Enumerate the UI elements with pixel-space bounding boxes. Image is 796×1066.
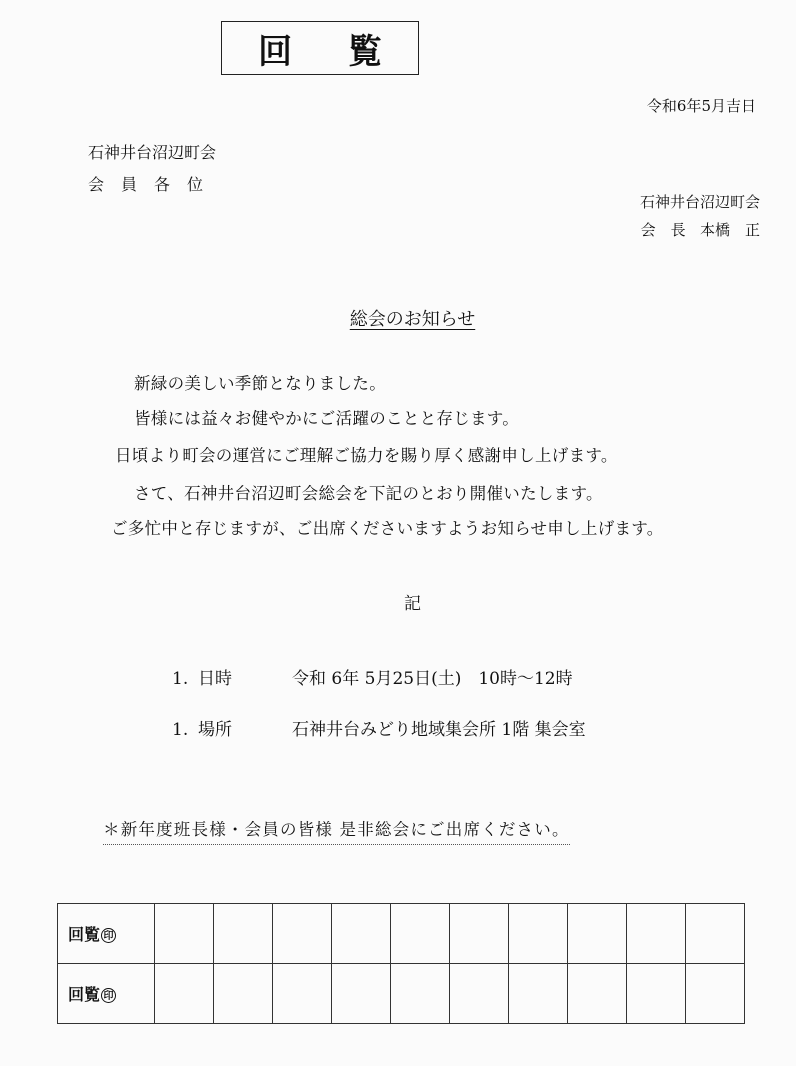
detail-item-datetime [172,664,573,689]
detail-item-place [172,715,586,740]
stamp-cell[interactable] [627,904,686,964]
circulation-stamp-table [57,903,745,1024]
stamp-cell[interactable] [627,964,686,1024]
notice-heading: 総会のお知らせ [349,309,476,330]
stamp-cell[interactable] [155,904,214,964]
body-line: ご多忙中と存じますが、ご出席くださいますようお知らせ申し上げます。 [111,519,664,538]
item-value: 令和 6年 5月25日(土) 10時～12時 [292,669,573,689]
stamp-cell[interactable] [273,964,332,1024]
addressee-members: 会員各位 [88,175,221,194]
body-line: さて、石神井台沼辺町会総会を下記のとおり開催いたします。 [134,484,603,503]
item-label: 日時 [198,669,232,689]
stamp-cell[interactable] [509,964,568,1024]
body-line: 新緑の美しい季節となりました。 [134,374,386,393]
stamp-cell[interactable] [450,964,509,1024]
stamp-cell[interactable] [273,904,332,964]
stamp-cell[interactable] [214,964,273,1024]
ki-marker: 記 [404,594,421,614]
stamp-cell[interactable] [568,964,627,1024]
stamp-cell[interactable] [214,904,273,964]
body-line: 皆様には益々お健やかにご活躍のことと存じます。 [134,409,520,428]
stamp-row-label: 回覧 [68,925,101,944]
stamp-cell[interactable] [155,964,214,1024]
item-value: 石神井台みどり地域集会所 1階 集会室 [292,720,586,740]
attendance-note: ＊新年度班長様・会員の皆様 是非総会にご出席ください。 [103,816,570,845]
stamp-row [58,904,745,964]
addressee-org: 石神井台沼辺町会 [88,143,217,162]
body-line: 日頃より町会の運営にご理解ご協力を賜り厚く感謝申し上げます。 [115,446,618,465]
sender-org: 石神井台沼辺町会 [639,193,760,211]
stamp-cell[interactable] [391,964,450,1024]
issue-date: 令和6年5月吉日 [646,97,756,115]
page-title: 回 覧 [221,21,419,75]
sender-role: 会 長 [640,221,686,239]
stamp-cell[interactable] [686,904,745,964]
item-number: 1. [172,669,189,689]
stamp-cell[interactable] [686,964,745,1024]
stamp-cell[interactable] [332,904,391,964]
item-label: 場所 [198,720,232,740]
stamp-row-header [58,964,155,1024]
stamp-cell[interactable] [568,904,627,964]
stamp-row [58,964,745,1024]
stamp-cell[interactable] [450,904,509,964]
seal-icon: 印 [101,988,116,1003]
sender-president [641,219,760,240]
seal-icon: 印 [101,928,116,943]
stamp-row-header [58,904,155,964]
stamp-cell[interactable] [332,964,391,1024]
stamp-cell[interactable] [391,904,450,964]
stamp-row-label: 回覧 [68,985,101,1004]
sender-name: 本橋 正 [699,221,760,239]
stamp-cell[interactable] [509,904,568,964]
item-number: 1. [172,720,189,740]
